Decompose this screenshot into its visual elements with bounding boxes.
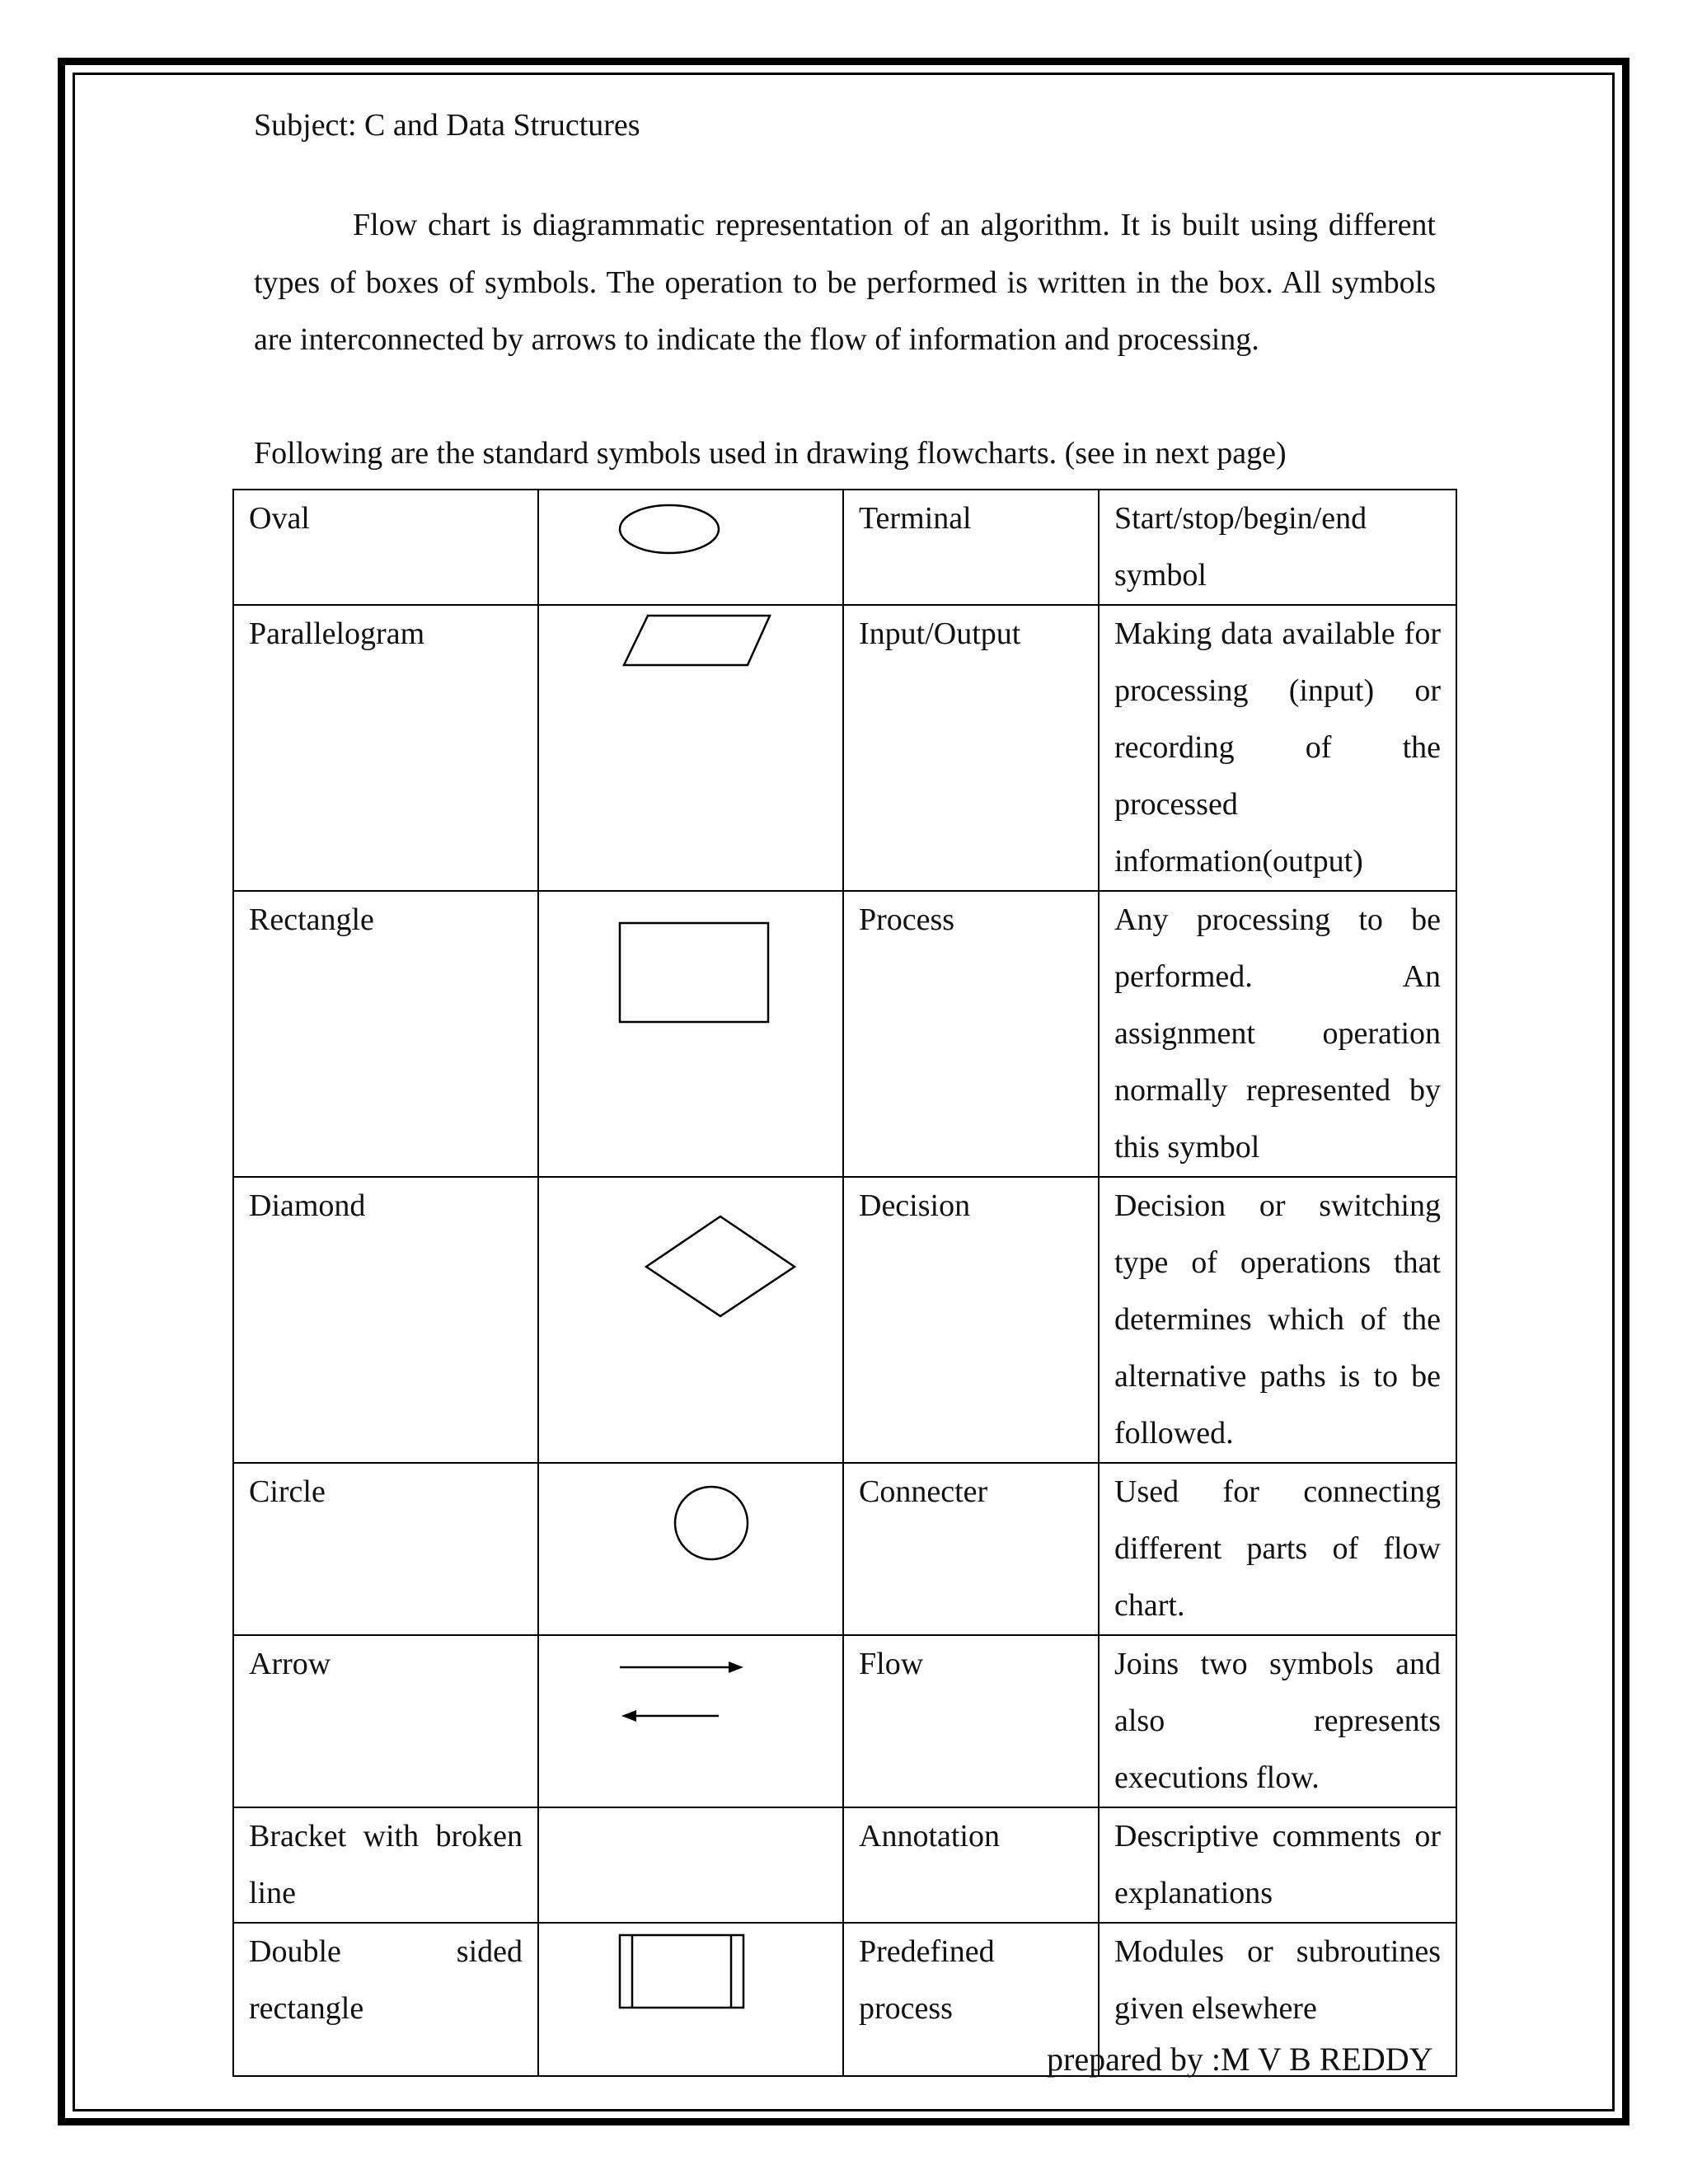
name-cell: Annotation: [843, 1807, 1099, 1923]
symbol-cell: [538, 1635, 843, 1807]
following-sentence: Following are the standard symbols used in drawing flowcharts. (see in next page): [254, 436, 1287, 471]
symbol-cell: [538, 490, 843, 605]
description-cell: Descriptive comments or explanations: [1099, 1807, 1456, 1923]
intro-paragraph: Flow chart is diagrammatic representation of an algorithm. It is built using different types of boxes of symbols. The operation to be performed is written in the box. All symbols are interconnected by arrows to indicate the flow of information and processing.: [254, 208, 1436, 357]
circle-icon: [539, 1464, 843, 1618]
description-cell: Decision or switching type of operations that determines which of the alternative paths is to be followed.: [1099, 1177, 1456, 1463]
description-cell: Joins two symbols and also represents executions flow.: [1099, 1635, 1456, 1807]
oval-icon: [539, 490, 843, 587]
shape-cell: Arrow: [233, 1635, 538, 1807]
name-cell: Process: [843, 891, 1099, 1177]
symbol-cell: [538, 1463, 843, 1635]
symbol-cell-empty: [538, 1807, 843, 1923]
name-cell: Connecter: [843, 1463, 1099, 1635]
name-cell: Terminal: [843, 490, 1099, 605]
table-row: [233, 1635, 1456, 1807]
shape-cell: Diamond: [233, 1177, 538, 1463]
symbol-cell: [538, 605, 843, 891]
symbol-cell: [538, 1923, 843, 2076]
shape-cell: Oval: [233, 490, 538, 605]
footer-author: prepared by :M V B REDDY: [1047, 2041, 1433, 2078]
parallelogram-icon: [539, 606, 843, 874]
name-cell: Flow: [843, 1635, 1099, 1807]
shape-cell: Parallelogram: [233, 605, 538, 891]
description-cell: Making data available for processing (input) or recording of the processed information(output): [1099, 605, 1456, 891]
table-row: [233, 1807, 1456, 1923]
table-row: [233, 490, 1456, 605]
description-cell: Modules or subroutines given elsewhere: [1099, 1923, 1456, 2076]
subject-heading: Subject: C and Data Structures: [254, 108, 640, 143]
description-cell: Used for connecting different parts of flow chart.: [1099, 1463, 1456, 1635]
shape-cell: Bracket with broken line: [233, 1807, 538, 1923]
table-row: [233, 1177, 1456, 1463]
description-cell: Any processing to be performed. An assignment operation normally represented by this symbol: [1099, 891, 1456, 1177]
table-row: [233, 1463, 1456, 1635]
rectangle-icon: [539, 892, 843, 1160]
flowchart-symbols-table: [232, 489, 1457, 2077]
symbol-cell: [538, 891, 843, 1177]
shape-cell: Double sided rectangle: [233, 1923, 538, 2076]
symbol-cell: [538, 1177, 843, 1463]
diamond-icon: [539, 1178, 843, 1446]
arrows-icon: [539, 1636, 843, 1789]
double-sided-rectangle-icon: [539, 1924, 843, 2076]
shape-cell: Rectangle: [233, 891, 538, 1177]
name-cell: Predefined process: [843, 1923, 1099, 2076]
description-cell: Start/stop/begin/end symbol: [1099, 490, 1456, 605]
name-cell: Input/Output: [843, 605, 1099, 891]
table-row: [233, 891, 1456, 1177]
table-row: [233, 605, 1456, 891]
shape-cell: Circle: [233, 1463, 538, 1635]
name-cell: Decision: [843, 1177, 1099, 1463]
